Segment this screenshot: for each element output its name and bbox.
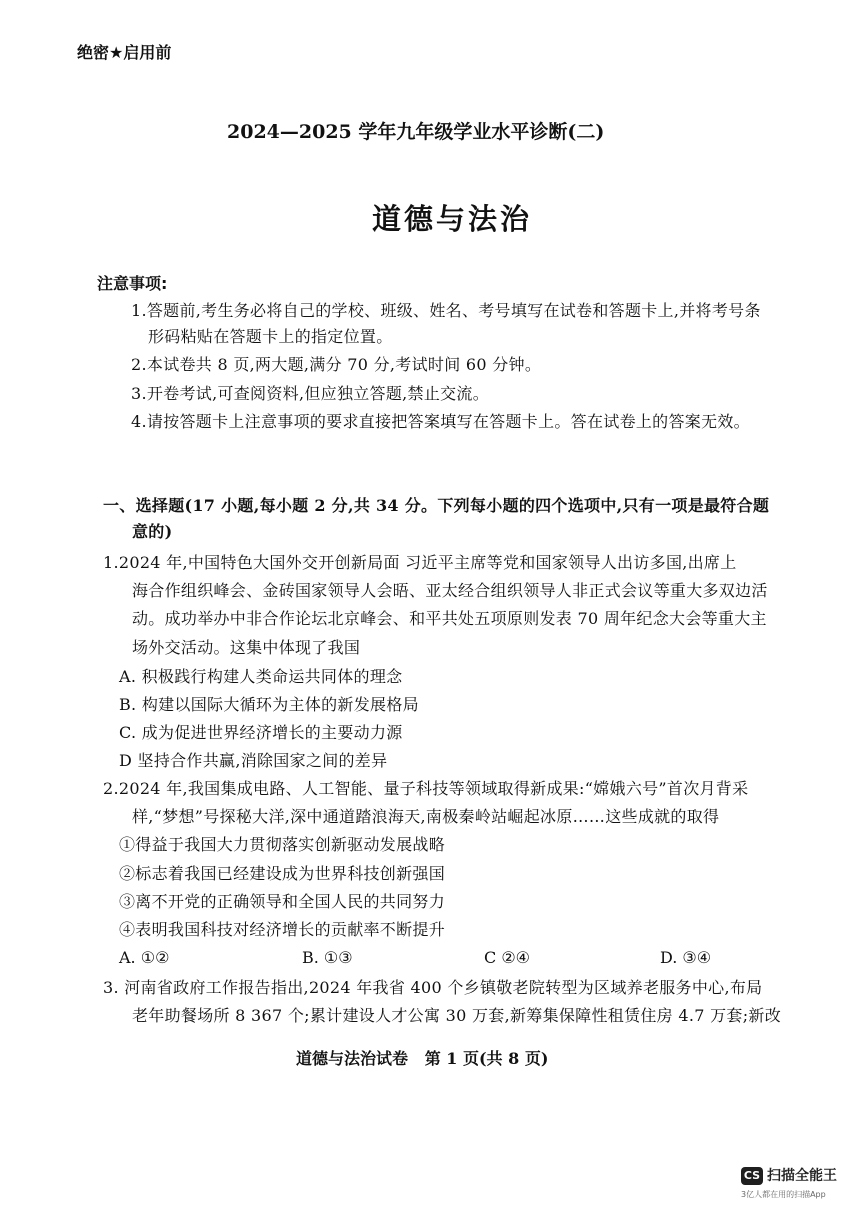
- q2-statement-4: ④表明我国科技对经济增长的贡献率不断提升: [119, 920, 446, 939]
- q3-stem-line: 3. 河南省政府工作报告指出,2024 年我省 400 个乡镇敬老院转型为区域养老服务中心,布局: [103, 978, 763, 997]
- q1-option-d: D 坚持合作共赢,消除国家之间的差异: [119, 751, 388, 770]
- q1-stem-line: 动。成功举办中非合作论坛北京峰会、和平共处五项原则发表 70 周年纪念大会等重大主: [132, 609, 767, 628]
- page-footer: 道德与法治试卷 第 1 页(共 8 页): [296, 1049, 549, 1068]
- notice-line-1-cont: 形码粘贴在答题卡上的指定位置。: [148, 327, 393, 346]
- q2-statement-2: ②标志着我国已经建设成为世界科技创新强国: [119, 864, 446, 883]
- subject-title: 道德与法治: [372, 202, 533, 236]
- q2-option-c: C ②④: [484, 948, 531, 967]
- section-1-heading-cont: 意的): [132, 522, 173, 541]
- q2-stem-line: 样,“梦想”号探秘大洋,深中通道踏浪海天,南极秦岭站崛起冰原……这些成就的取得: [132, 807, 720, 826]
- q2-statement-3: ③离不开党的正确领导和全国人民的共同努力: [119, 892, 446, 911]
- q2-statement-1: ①得益于我国大力贯彻落实创新驱动发展战略: [119, 835, 446, 854]
- q2-option-d: D. ③④: [660, 948, 712, 967]
- secret-mark: 绝密★启用前: [77, 43, 172, 62]
- q2-option-b: B. ①③: [302, 948, 353, 967]
- notice-line-3: 3.开卷考试,可查阅资料,但应独立答题,禁止交流。: [131, 384, 490, 403]
- notice-heading: 注意事项:: [97, 274, 168, 293]
- q3-stem-line: 老年助餐场所 8 367 个;累计建设人才公寓 30 万套,新筹集保障性租赁住房 4.7 万套;新改: [132, 1006, 781, 1025]
- q1-option-c: C. 成为促进世界经济增长的主要动力源: [119, 723, 403, 742]
- q1-option-b: B. 构建以国际大循环为主体的新发展格局: [119, 695, 419, 714]
- notice-line-1: 1.答题前,考生务必将自己的学校、班级、姓名、考号填写在试卷和答题卡上,并将考号条: [131, 301, 761, 320]
- q1-option-a: A. 积极践行构建人类命运共同体的理念: [119, 667, 403, 686]
- exam-title: 2024—2025 学年九年级学业水平诊断(二): [227, 121, 605, 143]
- q1-stem-line: 场外交活动。这集中体现了我国: [132, 638, 361, 657]
- notice-line-2: 2.本试卷共 8 页,两大题,满分 70 分,考试时间 60 分钟。: [131, 355, 542, 374]
- scanner-watermark: [741, 1167, 841, 1207]
- watermark-tagline: 3亿人都在用的扫描App: [741, 1190, 826, 1199]
- q1-stem-line: 1.2024 年,中国特色大国外交开创新局面 习近平主席等党和国家领导人出访多国,出席上: [103, 553, 737, 572]
- q2-option-a: A. ①②: [119, 948, 170, 967]
- cs-logo-icon: CS: [741, 1167, 763, 1185]
- section-1-heading: 一、选择题(17 小题,每小题 2 分,共 34 分。下列每小题的四个选项中,只有一项是最符合题: [103, 496, 770, 515]
- watermark-app-name: 扫描全能王: [767, 1168, 837, 1184]
- q1-stem-line: 海合作组织峰会、金砖国家领导人会晤、亚太经合组织领导人非正式会议等重大多双边活: [132, 581, 768, 600]
- q2-stem-line: 2.2024 年,我国集成电路、人工智能、量子科技等领域取得新成果:“嫦娥六号”首次月背采: [103, 779, 749, 798]
- notice-line-4: 4.请按答题卡上注意事项的要求直接把答案填写在答题卡上。答在试卷上的答案无效。: [131, 412, 750, 431]
